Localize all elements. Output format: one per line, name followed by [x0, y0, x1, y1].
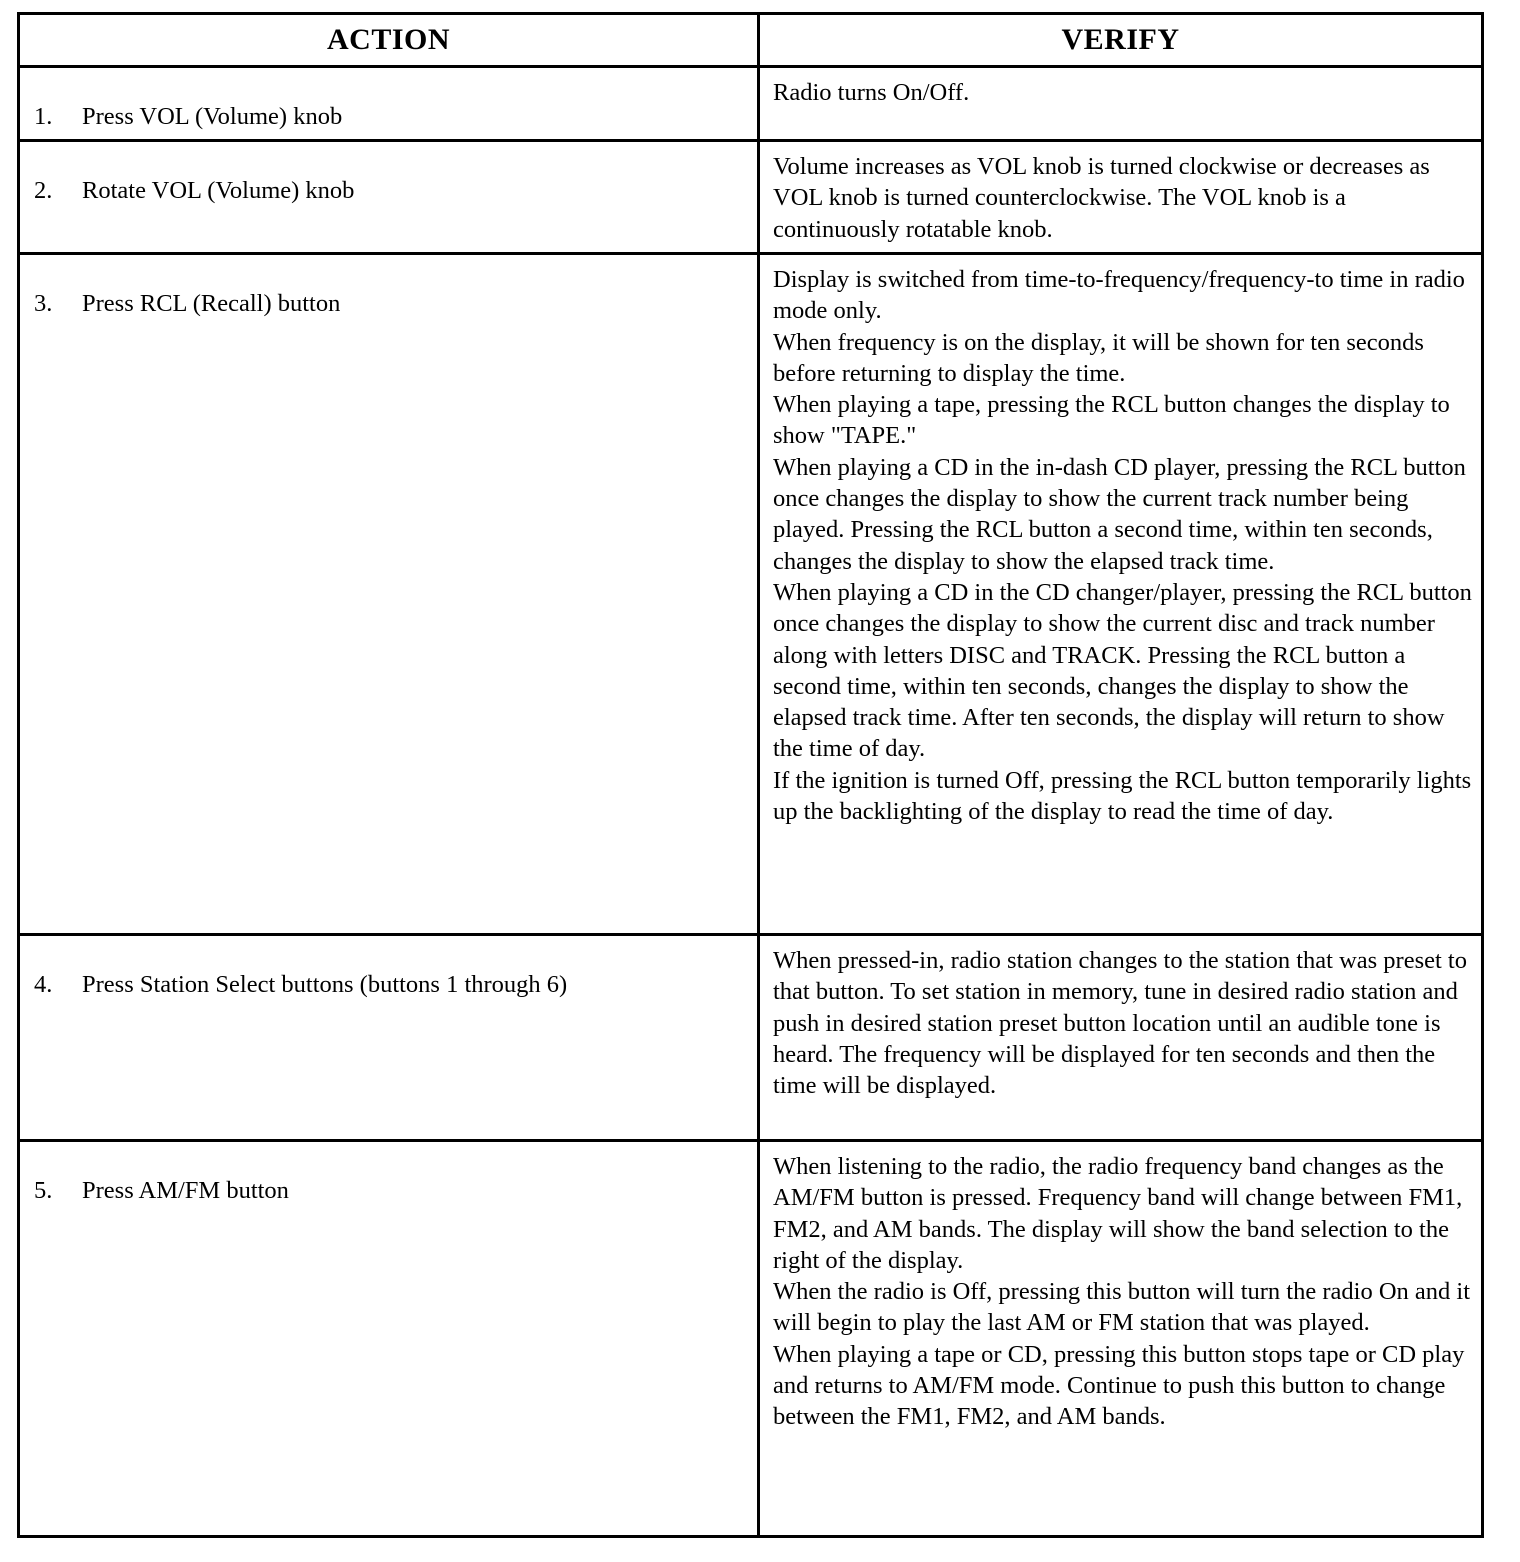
action-text: Press Station Select buttons (buttons 1 through 6) — [82, 971, 568, 998]
verify-column-header: VERIFY — [759, 14, 1483, 67]
verify-text: If the ignition is turned Off, pressing the RCL button temporarily lights up the backlighting of the display to read the time of day. — [773, 766, 1472, 826]
table-row — [19, 1141, 1483, 1537]
verify-cell — [759, 141, 1483, 254]
verify-text: Radio turns On/Off. — [773, 79, 970, 106]
verify-text: When playing a CD in the CD changer/player, pressing the RCL button once changes the display to show the current disc and track number along with letters DISC and TRACK. Pressing the RCL button a second time, within ten seconds, changes the display to show the elapsed track time. After ten seconds, the display will return to show the time of day. — [773, 578, 1472, 763]
verify-text: Volume increases as VOL knob is turned clockwise or decreases as VOL knob is turned counterclockwise. The VOL knob is a continuously rotatable knob. — [773, 153, 1430, 243]
verify-cell — [759, 935, 1483, 1141]
table-row — [19, 935, 1483, 1141]
action-text: Press VOL (Volume) knob — [82, 103, 343, 130]
verify-text: When the radio is Off, pressing this button will turn the radio On and it will begin to play the last AM or FM station that was played. — [773, 1278, 1471, 1337]
action-column-header: ACTION — [19, 14, 759, 67]
action-text: Press RCL (Recall) button — [82, 290, 341, 317]
verify-text: When playing a tape, pressing the RCL button changes the display to show "TAPE." — [773, 391, 1450, 450]
action-text: Press AM/FM button — [82, 1177, 289, 1204]
verify-cell — [759, 67, 1483, 141]
action-cell — [19, 254, 759, 935]
step-number: 5. — [34, 1177, 53, 1204]
action-text: Rotate VOL (Volume) knob — [82, 177, 355, 204]
verify-cell — [759, 1141, 1483, 1537]
verify-text: When frequency is on the display, it will be shown for ten seconds before returning to display the time. — [773, 328, 1424, 387]
table-row — [19, 67, 1483, 141]
action-cell — [19, 141, 759, 254]
action-verify-table — [17, 12, 1484, 1538]
table-row — [19, 254, 1483, 935]
action-cell — [19, 1141, 759, 1537]
verify-text: Display is switched from time-to-frequency/frequency-to time in radio mode only. — [773, 266, 1465, 325]
step-number: 2. — [34, 177, 53, 204]
step-number: 3. — [34, 290, 53, 317]
step-number: 1. — [34, 103, 53, 130]
header-row — [19, 14, 1483, 67]
table-row — [19, 141, 1483, 254]
action-cell — [19, 935, 759, 1141]
verify-text: When playing a tape or CD, pressing this button stops tape or CD play and returns to AM/FM mode. Continue to push this button to change between the FM1, FM2, and AM bands. — [773, 1340, 1465, 1431]
verify-text: When listening to the radio, the radio frequency band changes as the AM/FM button is pressed. Frequency band will change between FM1, FM2, and AM bands. The display will show the band selection to the right of the display. — [773, 1153, 1463, 1274]
verify-text: When playing a CD in the in-dash CD player, pressing the RCL button once changes the display to show the current track number being played. Pressing the RCL button a second time, within ten seconds, changes the display to show the elapsed track time. — [773, 453, 1466, 575]
verify-text: When pressed-in, radio station changes to the station that was preset to that button. To set station in memory, tune in desired radio station and push in desired station preset button location until an audible tone is heard. The frequency will be displayed for ten seconds and then the time will be displayed. — [773, 947, 1467, 1100]
action-cell — [19, 67, 759, 141]
step-number: 4. — [34, 971, 53, 998]
verify-cell — [759, 254, 1483, 935]
